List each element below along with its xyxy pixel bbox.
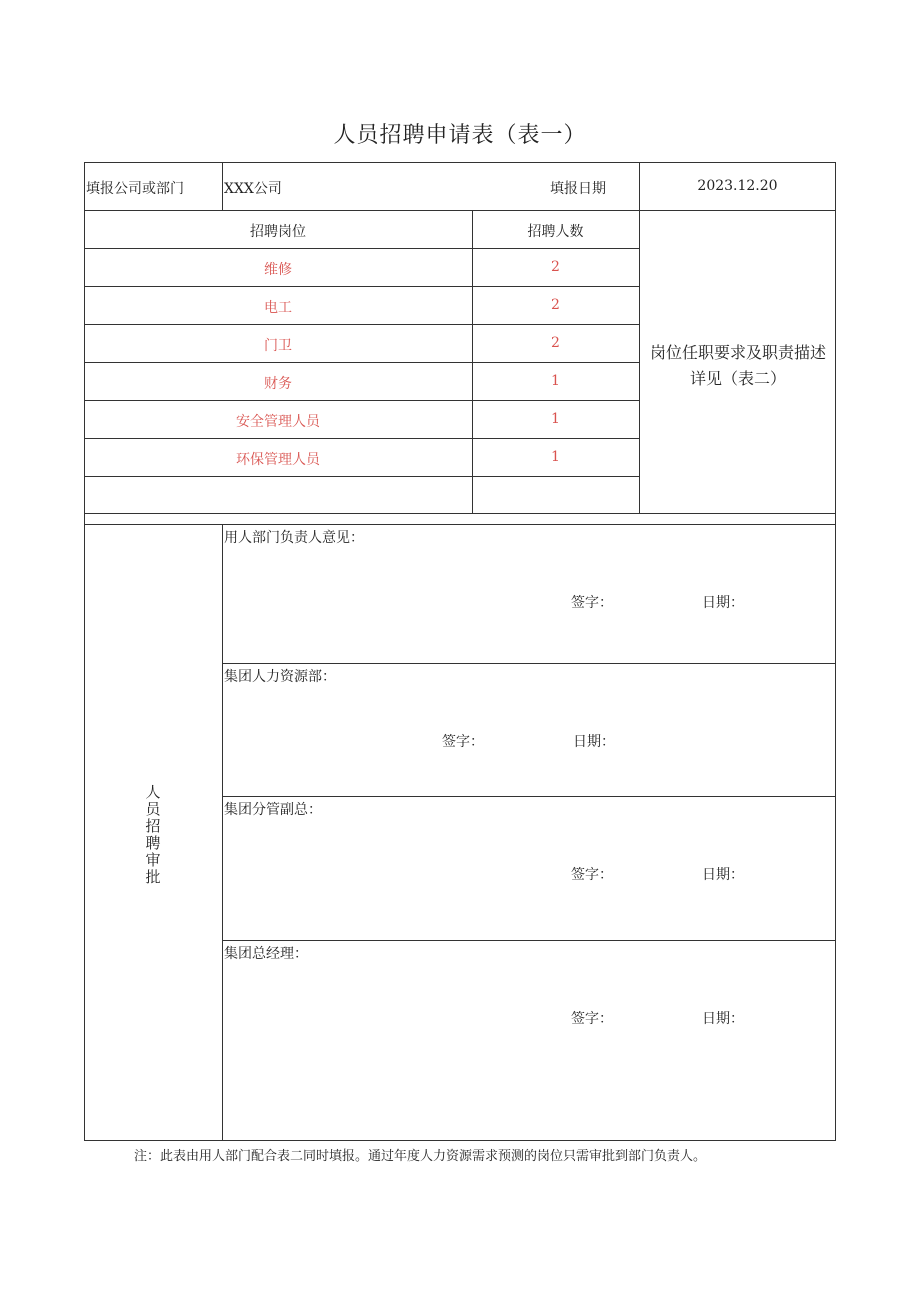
page-title: 人员招聘申请表（表一） bbox=[333, 123, 587, 148]
count-cell: 1 bbox=[551, 411, 560, 427]
company-label: 填报公司或部门 bbox=[86, 181, 184, 197]
hr-dept-heading: 集团人力资源部： bbox=[224, 669, 336, 685]
count-cell: 2 bbox=[551, 335, 560, 351]
approval-label: 人 员 招 聘 审 批 bbox=[145, 783, 161, 886]
dept-head-opinion-heading: 用人部门负责人意见： bbox=[224, 530, 364, 546]
date-field-label: 日期： bbox=[702, 1011, 744, 1027]
date-field-label: 日期： bbox=[702, 867, 744, 883]
signature-label: 签字： bbox=[442, 734, 484, 750]
count-cell: 2 bbox=[551, 297, 560, 313]
vice-president-heading: 集团分管副总： bbox=[224, 802, 322, 818]
position-cell: 财务 bbox=[264, 376, 292, 392]
position-cell: 环保管理人员 bbox=[236, 452, 320, 468]
company-value: XXX公司 bbox=[224, 181, 282, 197]
count-cell: 1 bbox=[551, 373, 560, 389]
position-cell: 安全管理人员 bbox=[236, 414, 320, 430]
count-cell: 2 bbox=[551, 259, 560, 275]
position-cell: 维修 bbox=[264, 262, 292, 278]
signature-label: 签字： bbox=[571, 1011, 613, 1027]
col-count-header: 招聘人数 bbox=[527, 224, 584, 240]
count-cell: 1 bbox=[551, 449, 560, 465]
col-position-header: 招聘岗位 bbox=[250, 224, 306, 240]
date-field-label: 日期： bbox=[702, 595, 744, 611]
signature-label: 签字： bbox=[571, 595, 613, 611]
position-cell: 门卫 bbox=[264, 338, 292, 354]
position-cell: 电工 bbox=[264, 300, 292, 316]
date-label: 填报日期 bbox=[550, 181, 606, 197]
job-description-note: 岗位任职要求及职责描述详见（表二） bbox=[649, 343, 826, 388]
general-manager-heading: 集团总经理： bbox=[224, 946, 308, 962]
date-field-label: 日期： bbox=[573, 734, 615, 750]
signature-label: 签字： bbox=[571, 867, 613, 883]
date-value: 2023.12.20 bbox=[697, 178, 778, 194]
footnote: 注：此表由用人部门配合表二同时填报。通过年度人力资源需求预测的岗位只需审批到部门负责人。 bbox=[134, 1149, 707, 1164]
